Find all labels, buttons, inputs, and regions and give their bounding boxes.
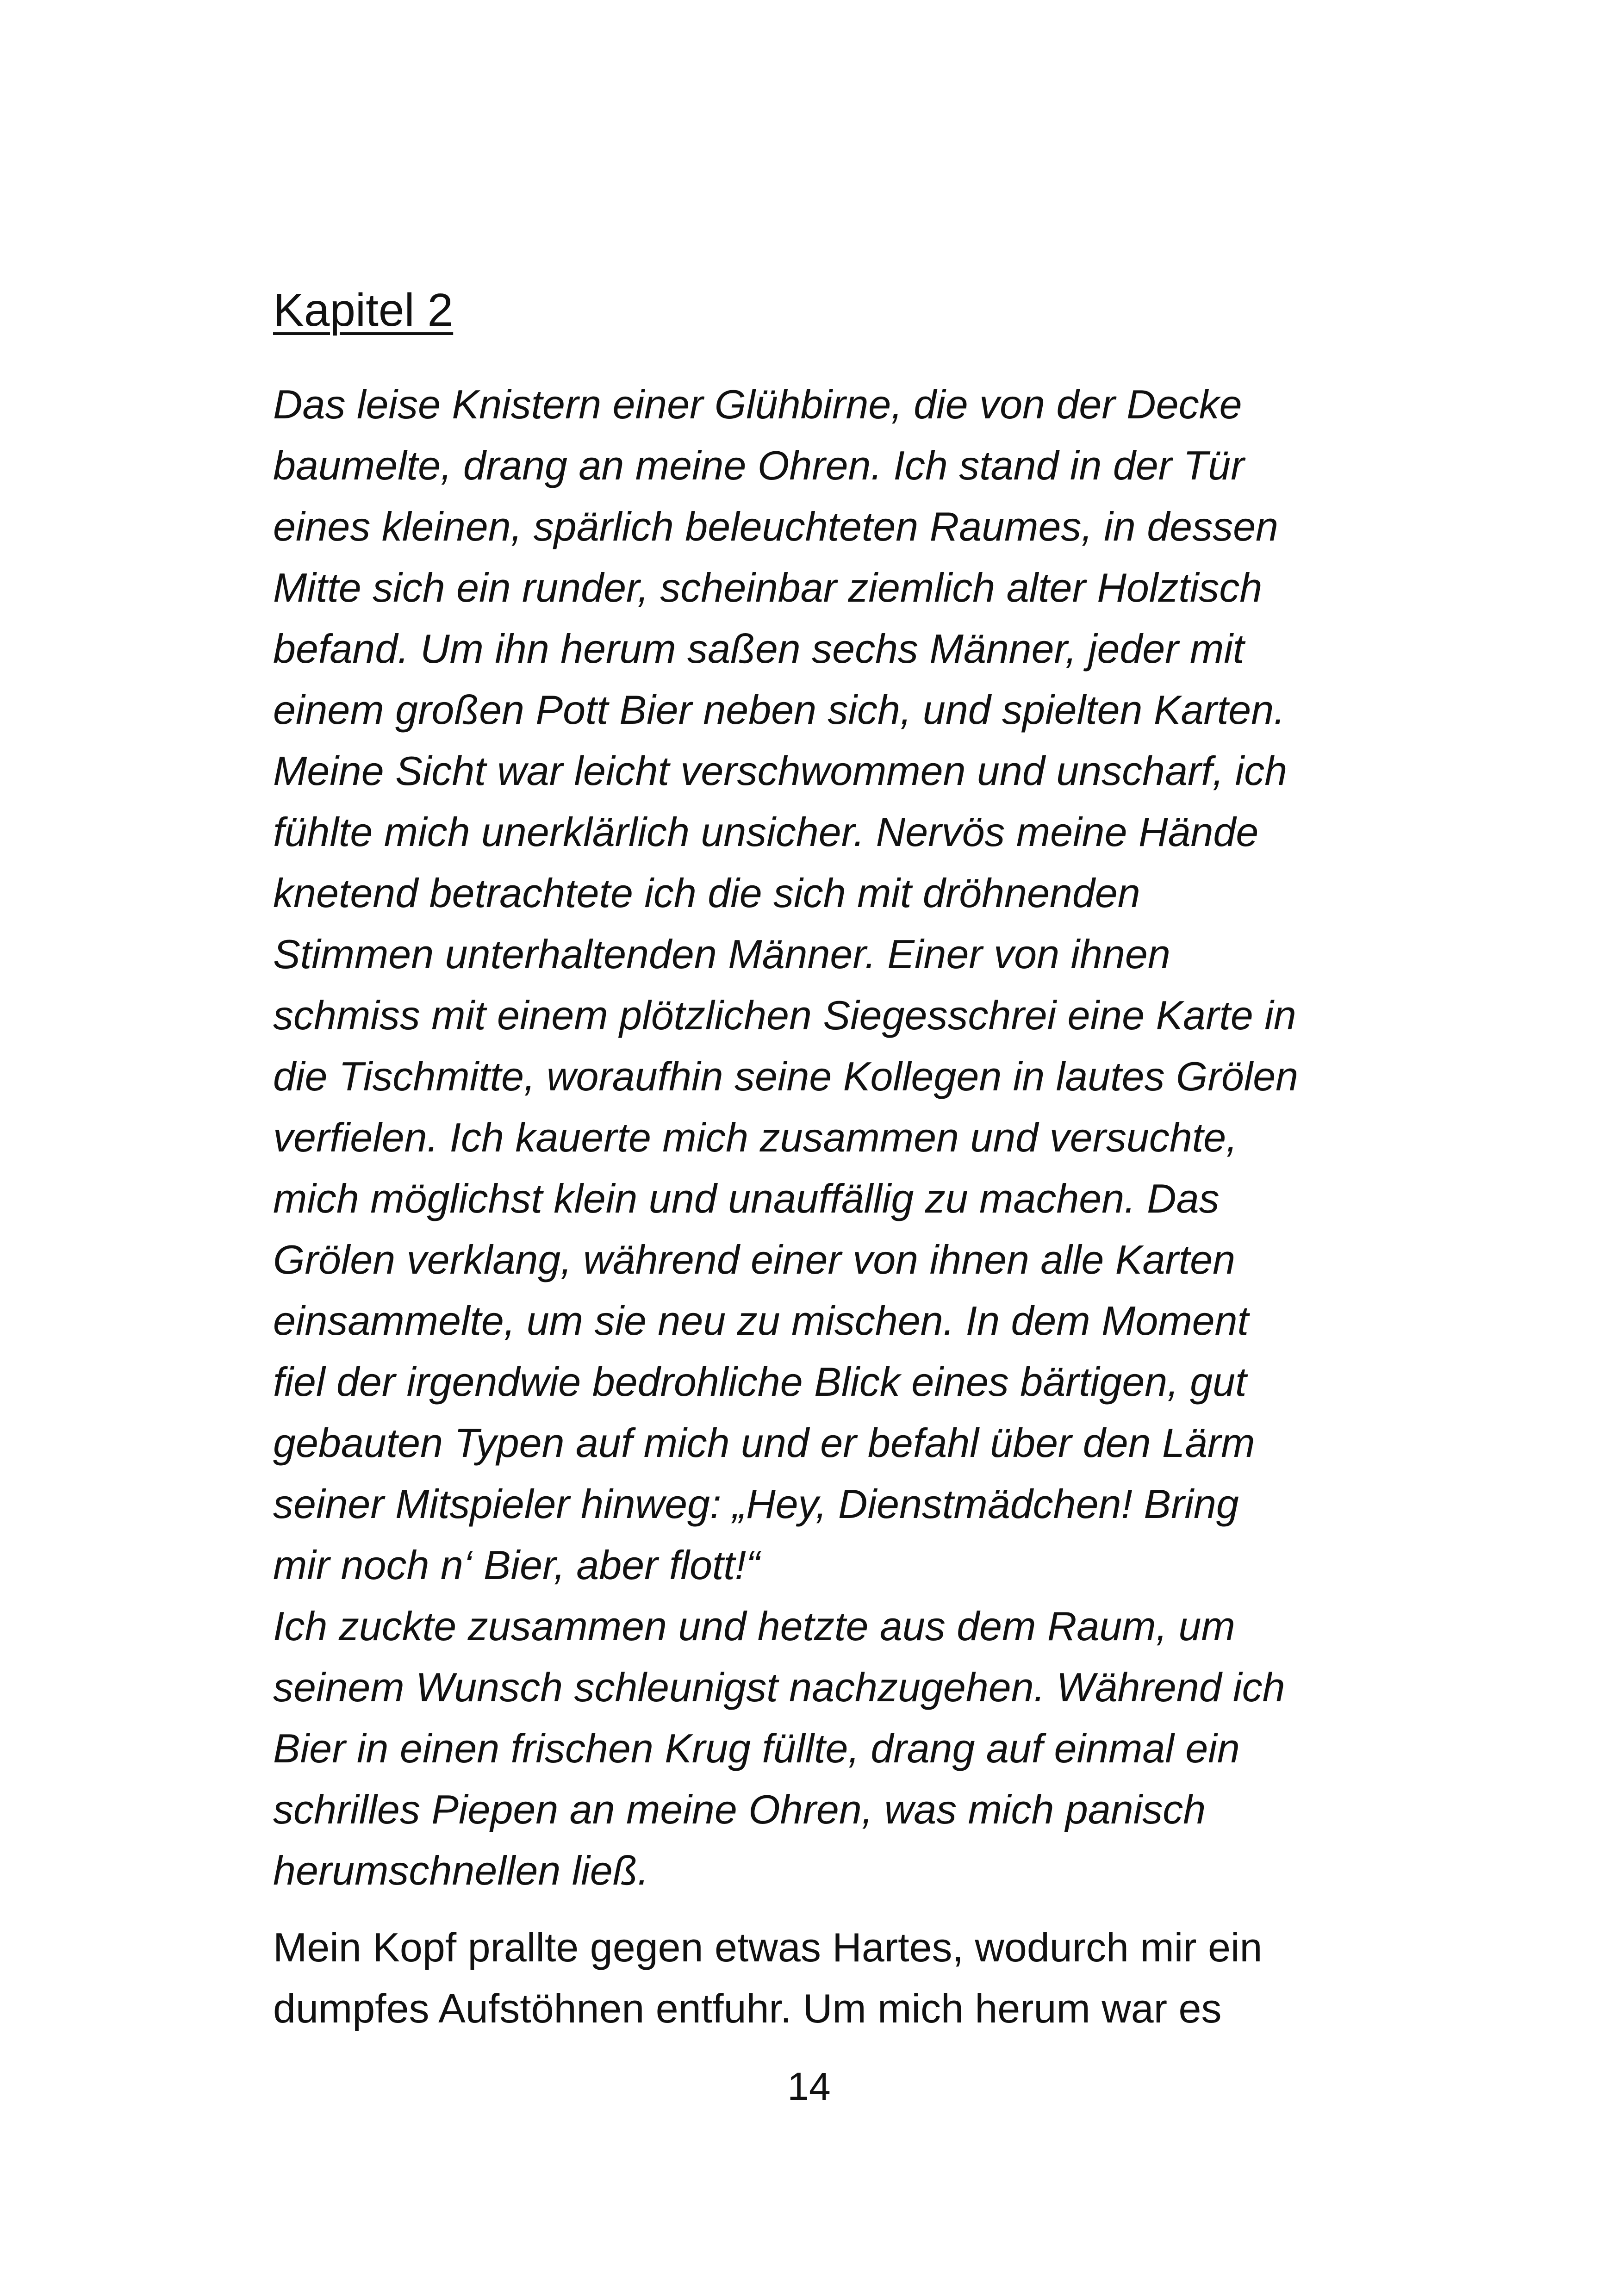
text-line: fühlte mich unerklärlich unsicher. Nervös meine Hände	[273, 809, 1259, 855]
text-line: Ich zuckte zusammen und hetzte aus dem Raum, um	[273, 1603, 1235, 1649]
regular-passage	[273, 1917, 1262, 2039]
text-line: Stimmen unterhaltenden Männer. Einer von ihnen	[273, 931, 1170, 977]
text-line: dumpfes Aufstöhnen entfuhr. Um mich herum war es	[273, 1985, 1222, 2031]
text-line: mich möglichst klein und unauffällig zu machen. Das	[273, 1176, 1220, 1221]
text-line: seinem Wunsch schleunigst nachzugehen. Während ich	[273, 1664, 1285, 1710]
text-line: Mein Kopf prallte gegen etwas Hartes, wodurch mir ein	[273, 1924, 1263, 1970]
page-number: 14	[787, 2065, 831, 2108]
text-line: Mitte sich ein runder, scheinbar ziemlich alter Holztisch	[273, 565, 1263, 610]
text-line: fiel der irgendwie bedrohliche Blick eines bärtigen, gut	[273, 1359, 1247, 1405]
text-line: befand. Um ihn herum saßen sechs Männer, jeder mit	[273, 626, 1245, 672]
text-line: Grölen verklang, während einer von ihnen alle Karten	[273, 1237, 1236, 1282]
chapter-title: Kapitel 2	[273, 284, 454, 336]
text-line: herumschnellen ließ.	[273, 1848, 649, 1893]
text-line: Meine Sicht war leicht verschwommen und unscharf, ich	[273, 748, 1288, 794]
text-line: knetend betrachtete ich die sich mit dröhnenden	[273, 870, 1140, 916]
italic-passage	[273, 374, 1298, 1901]
text-line: schrilles Piepen an meine Ohren, was mich panisch	[273, 1786, 1206, 1832]
text-line: seiner Mitspieler hinweg: „Hey, Dienstmädchen! Bring	[273, 1481, 1239, 1527]
text-line: mir noch n‘ Bier, aber flott!“	[273, 1542, 760, 1588]
text-line: Das leise Knistern einer Glühbirne, die von der Decke	[273, 381, 1242, 427]
text-line: gebauten Typen auf mich und er befahl über den Lärm	[273, 1420, 1255, 1466]
text-line: baumelte, drang an meine Ohren. Ich stand in der Tür	[273, 442, 1245, 488]
text-line: eines kleinen, spärlich beleuchteten Raumes, in dessen	[273, 504, 1278, 549]
text-line: Bier in einen frischen Krug füllte, drang auf einmal ein	[273, 1725, 1240, 1771]
text-line: verfielen. Ich kauerte mich zusammen und versuchte,	[273, 1114, 1238, 1160]
text-line: schmiss mit einem plötzlichen Siegesschrei eine Karte in	[273, 992, 1296, 1038]
text-line: die Tischmitte, woraufhin seine Kollegen in lautes Grölen	[273, 1053, 1299, 1099]
text-line: einem großen Pott Bier neben sich, und spielten Karten.	[273, 687, 1285, 733]
text-line: einsammelte, um sie neu zu mischen. In dem Moment	[273, 1298, 1249, 1344]
